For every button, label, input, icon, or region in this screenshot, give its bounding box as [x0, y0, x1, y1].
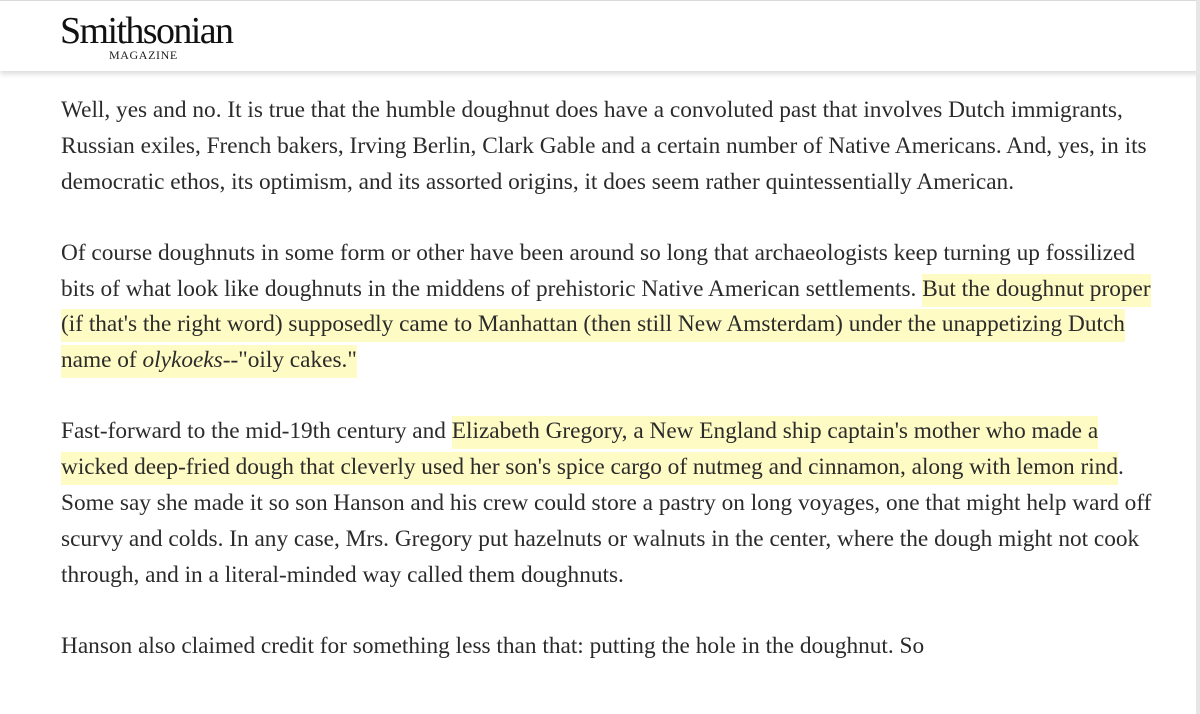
- logo-title: Smithsonian: [60, 10, 233, 52]
- paragraph-text-end: . Some say she made it so son Hanson and his crew could store a pastry on long voyages, one that might help ward off scurvy and colds. In any case, Mrs. Gregory put hazelnuts or walnuts in the center, where the dough might not cook through, and in a literal-minded way called them doughnuts.: [61, 454, 1152, 588]
- article-paragraph-1: [61, 93, 1156, 200]
- article-paragraph-3: [61, 414, 1156, 593]
- paragraph-text: Fast-forward to the mid-19th century and: [61, 418, 452, 445]
- article-paragraph-4-partial: [61, 629, 1156, 665]
- italic-dutch-term: olykoeks: [142, 347, 223, 374]
- article-paragraph-2: [61, 236, 1156, 379]
- smithsonian-magazine-logo[interactable]: [60, 9, 240, 67]
- paragraph-text: Of course doughnuts in some form or other have been around so long that archaeologists keep turning up fossilized bits of what look like doughnuts in the middens of prehistoric Native American settlements.: [61, 239, 1135, 302]
- paragraph-text: Well, yes and no. It is true that the humble doughnut does have a convoluted past that involves Dutch immigrants, Russian exiles, French bakers, Irving Berlin, Clark Gable and a certain number of Native Americans. And, yes, in its democratic ethos, its optimism, and its assorted origins, it does seem rather quintessentially American.: [61, 97, 1147, 195]
- paragraph-text: Hanson also claimed credit for something less than that: putting the hole in the doughnut. So: [61, 632, 925, 659]
- scrollbar-track[interactable]: [1196, 0, 1200, 714]
- article-body: [61, 93, 1156, 700]
- highlighted-text: But the doughnut proper (if that's the right word) supposedly came to Manhattan (then still New Amsterdam) under the unappetizing Dutch name of: [61, 275, 1151, 374]
- logo-subtitle: MAGAZINE: [109, 48, 178, 62]
- highlighted-text-end: --"oily cakes.": [222, 347, 357, 374]
- site-header: [0, 0, 1200, 71]
- highlighted-passage: Elizabeth Gregory, a New England ship captain's mother who made a wicked deep-fried dough that cleverly used her son's spice cargo of nutmeg and cinnamon, along with lemon rind: [61, 416, 1118, 485]
